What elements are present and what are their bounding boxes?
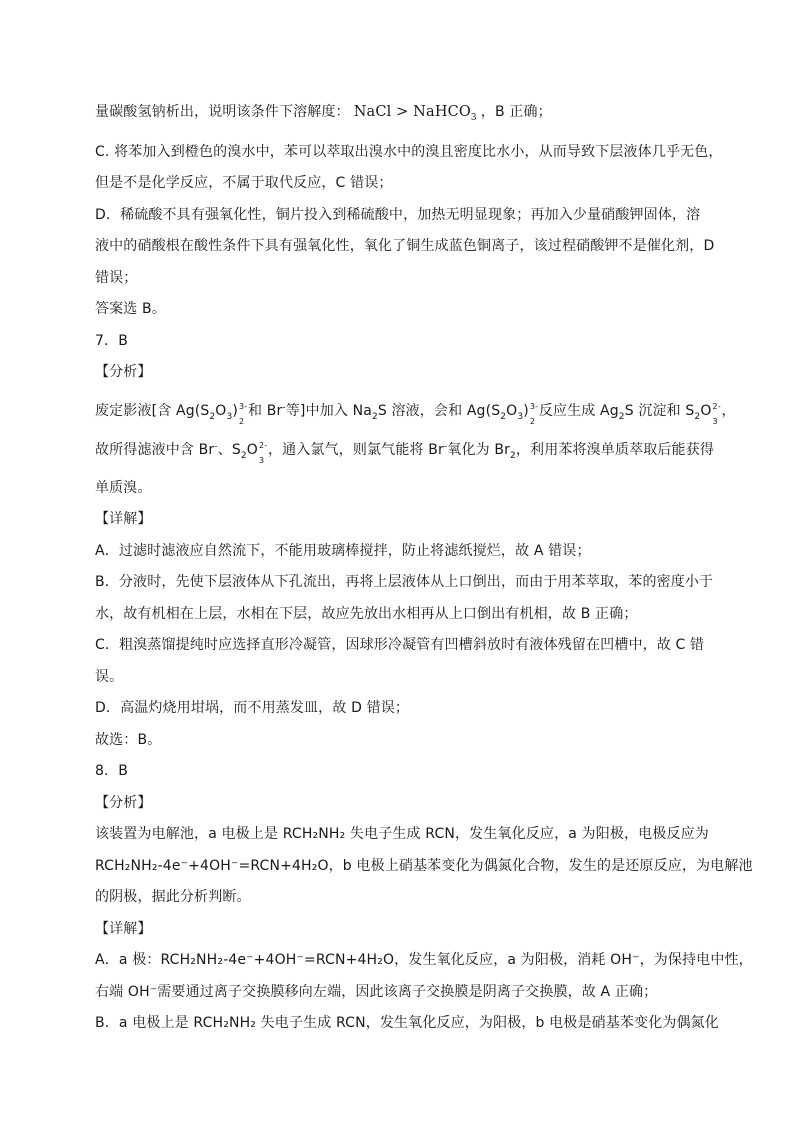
- text-line-14: A．过滤时滤液应自然流下，不能用玻璃棒搅拌，防止将滤纸搅烂，故 A 错误；: [95, 543, 591, 559]
- question-7-answer: 7．B: [95, 333, 128, 349]
- section-heading-analysis: 【分析】: [95, 364, 152, 380]
- text-line-19: D．高温灼烧用坩埚，而不用蒸发皿，故 D 错误；: [95, 700, 410, 716]
- text-line-7: 答案选 B。: [95, 301, 166, 317]
- text-line-24: RCH₂NH₂-4e⁻+4OH⁻=RCN+4H₂O，b 电极上硝基苯变化为偶氮化合物，发生的是还原反应，为电解池: [95, 858, 753, 874]
- text-line-16: 水，故有机相在上层，水相在下层，故应先放出水相再从上口倒出有机相，故 B 正确；: [95, 606, 638, 622]
- text-line-15: B．分液时，先使下层液体从下孔流出，再将上层液体从上口倒出，而由于用苯萃取，苯的密度小于: [95, 574, 714, 590]
- section-heading-analysis-2: 【分析】: [95, 795, 152, 811]
- text-line-20: 故选：B。: [95, 732, 162, 748]
- text-line-5: 液中的硝酸根在酸性条件下具有强氧化性，氧化了铜生成蓝色铜离子，该过程硝酸钾不是催化剂，D: [95, 238, 715, 254]
- text-line-2: C. 将苯加入到橙色的溴水中，苯可以萃取出溴水中的溴且密度比水小，从而导致下层液体几乎无色，: [95, 144, 723, 160]
- question-8-answer: 8．B: [95, 763, 128, 779]
- text-line-23: 该装置为电解池，a 电极上是 RCH₂NH₂ 失电子生成 RCN，发生氧化反应，a 为阳极，电极反应为: [95, 826, 709, 842]
- ion-charge-stack: 2- 3: [258, 441, 268, 465]
- text-line-18: 误。: [95, 669, 124, 685]
- text-line-27: A．a 极：RCH₂NH₂-4e⁻+4OH⁻=RCN+4H₂O，发生氧化反应，a 为阳极，消耗 OH⁻，为保持电中性，: [95, 952, 753, 968]
- text-line-25: 的阴极，据此分析判断。: [95, 889, 251, 905]
- solubility-formula: NaCl > NaHCO$_3$: [353, 104, 477, 123]
- line-1-tail: ，B 正确；: [480, 104, 552, 120]
- ion-charge-stack: 3- 2: [529, 402, 539, 426]
- text-line-11: 故所得滤液中含 Br-、$S_2O$ 2- 3 ，通入氯气，则氯气能将 Br-氧化为 $Br_2$，利用苯将溴单质萃取后能获得: [95, 441, 715, 465]
- ion-charge-stack: 3- 2: [238, 402, 248, 426]
- text-line-28: 右端 OH⁻需要通过离子交换膜移向左端，因此该离子交换膜是阴离子交换膜，故 A 正确；: [95, 984, 658, 1000]
- text-line-6: 错误；: [95, 270, 138, 286]
- text-line-4: D．稀硫酸不具有强氧化性，铜片投入到稀硫酸中，加热无明显现象；再加入少量硝酸钾固体，溶: [95, 207, 701, 223]
- text-line-12: 单质溴。: [95, 480, 152, 496]
- line-1-text: 量碳酸氢钠析出，说明该条件下溶解度：: [95, 104, 350, 120]
- text-line-29: B．a 电极上是 RCH₂NH₂ 失电子生成 RCN，发生氧化反应，为阳极，b 电极是硝基苯变化为偶氮化: [95, 1015, 719, 1031]
- section-heading-details: 【详解】: [95, 511, 152, 527]
- text-line-17: C．粗溴蒸馏提纯时应选择直形冷凝管，因球形冷凝管有凹槽斜放时有液体残留在凹槽中，故 C 错: [95, 637, 705, 653]
- text-line-3: 但是不是化学反应，不属于取代反应，C 错误；: [95, 175, 393, 191]
- ion-charge-stack: 2- 3: [712, 402, 721, 426]
- text-line-1: [95, 103, 715, 121]
- text-line-10: 废定影液[含 $Ag(S_2O_3)$ 3- 2 和 Br-等]中加入 $Na_2S$ 溶液，会和 $Ag(S_2O_3)$ 3- 2 反应生成 $Ag_2S$ 沉淀和 $S_2O$ 2- 3 ，: [95, 402, 736, 426]
- section-heading-details-2: 【详解】: [95, 921, 152, 937]
